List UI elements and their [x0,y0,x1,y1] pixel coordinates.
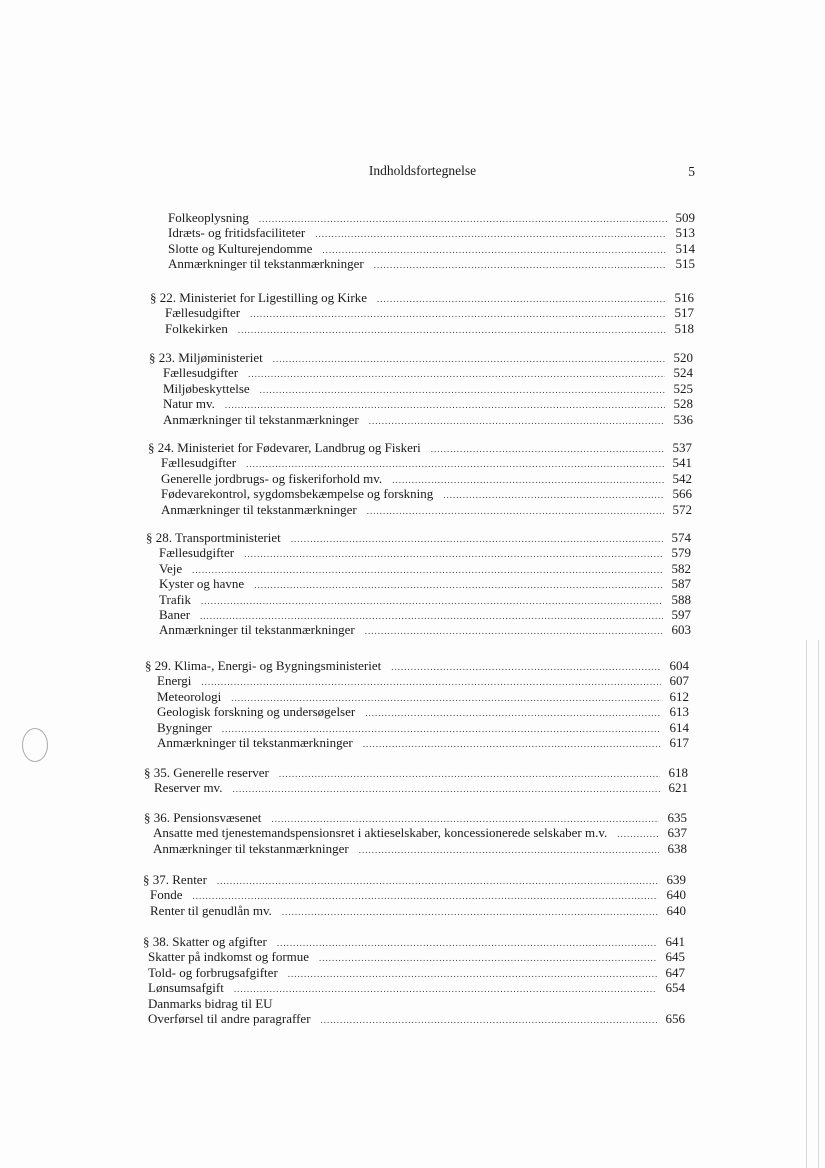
dot-leader [377,292,666,307]
dot-leader [279,767,660,782]
punch-hole-mark [22,728,48,762]
toc-entry[interactable] [0,530,691,545]
toc-entry-page: 617 [669,734,689,750]
toc-entry-page: 587 [671,576,691,592]
dot-leader [365,706,661,721]
toc-entry-label: Folkeoplysning [168,210,249,225]
toc-entry-page: 635 [667,810,687,825]
toc-entry-label: Renter til genudlån mv. [150,902,272,918]
dot-leader [443,488,664,503]
toc-section [0,934,825,1026]
toc-entry[interactable] [0,396,693,411]
dot-leader [250,307,666,322]
toc-section [0,210,825,272]
toc-entry[interactable] [0,412,693,427]
toc-section [0,350,825,427]
toc-entry-label: Anmærkninger til tekstanmærkninger [161,501,357,517]
dot-leader [248,367,665,382]
toc-entry[interactable] [0,720,689,735]
toc-section [0,765,825,796]
toc-entry-label: Ansatte med tjenestemandspensionsret i aktieselskaber, koncessionerede selskaber m.v. [153,825,608,841]
toc-entry-label: Danmarks bidrag til EU [148,995,273,1011]
toc-entry-label: § 23. Miljøministeriet [149,350,263,365]
toc-entry-label: Fællesudgifter [163,365,239,381]
toc-entry-page: 638 [667,840,687,856]
toc-entry-page: 612 [669,688,689,704]
toc-entry-page: 537 [672,440,692,455]
toc-entry-page: 566 [672,486,692,502]
toc-entry-label: Veje [159,560,183,576]
toc-entry[interactable] [0,576,691,591]
toc-entry[interactable] [0,440,692,455]
dot-leader [217,874,658,889]
toc-entry-page: 640 [666,902,686,918]
dot-leader [254,578,663,593]
toc-entry-page: 641 [665,934,685,949]
toc-entry-label: § 24. Ministeriet for Fødevarer, Landbrug og Fiskeri [148,440,421,455]
toc-entry-page: 640 [666,887,686,903]
toc-entry-label: Fællesudgifter [165,305,241,321]
toc-entry-page: 574 [671,530,691,545]
dot-leader [244,547,663,562]
toc-entry-label: § 36. Pensionsvæsenet [144,810,262,825]
toc-entry[interactable] [0,765,688,780]
page-number: 5 [688,164,695,179]
toc-entry[interactable] [0,689,689,704]
toc-entry-page: 525 [673,380,693,396]
toc-entry-label: § 37. Renter [143,872,207,887]
dot-leader [234,982,657,997]
dot-leader [291,532,663,547]
toc-entry-page: 517 [674,305,694,321]
toc-entry-page: 572 [672,501,692,517]
dot-leader [319,951,657,966]
toc-entry[interactable] [0,841,687,856]
toc-entry-label: Fonde [150,887,183,903]
toc-entry[interactable] [0,502,692,517]
toc-entry[interactable] [0,1011,685,1026]
toc-entry[interactable] [0,903,686,918]
toc-entry-label: Meteorologi [157,688,222,704]
toc-entry-page: 654 [665,980,685,996]
toc-section [0,658,825,750]
toc-entry[interactable] [0,934,685,949]
toc-entry-page: 542 [672,470,692,486]
dot-leader [363,737,661,752]
toc-entry-page: 524 [673,365,693,381]
toc-entry[interactable] [0,965,685,980]
toc-entry-page: 639 [666,872,686,887]
toc-entry-label: Slotte og Kulturejendomme [168,240,313,256]
toc-entry-label: § 38. Skatter og afgifter [143,934,267,949]
toc-entry-label: Anmærkninger til tekstanmærkninger [153,840,349,856]
toc-entry[interactable] [0,545,691,560]
toc-entry-label: Told- og forbrugsafgifter [148,964,278,980]
dot-leader [288,967,657,982]
dot-leader [359,843,659,858]
toc-entry-page: 614 [669,719,689,735]
toc-entry[interactable] [0,607,691,622]
toc-entry[interactable] [0,980,685,995]
toc-entry[interactable] [0,887,686,902]
toc-entry[interactable] [0,996,685,1011]
scan-edge-line [818,640,819,1168]
toc-entry[interactable] [0,780,688,795]
dot-leader [431,442,664,457]
toc-entry-page: 597 [671,606,691,622]
toc-entry[interactable] [0,256,695,271]
toc-entry-page: 518 [674,320,694,336]
toc-entry-page: 514 [675,240,695,256]
toc-section [0,530,825,638]
toc-entry-page: 528 [673,396,693,412]
toc-entry-page: 618 [668,765,688,780]
dot-leader [259,212,667,227]
toc-entry[interactable] [0,592,691,607]
toc-entry-page: 603 [671,622,691,638]
toc-entry-label: Generelle jordbrugs- og fiskeriforhold mv. [161,470,383,486]
toc-entry-label: Folkekirken [165,320,228,336]
toc-entry-page: 582 [671,560,691,576]
toc-entry[interactable] [0,321,694,336]
toc-entry-label: § 28. Transportministeriet [146,530,281,545]
toc-entry[interactable] [0,561,691,576]
toc-entry-label: Anmærkninger til tekstanmærkninger [163,411,359,427]
dot-leader [365,624,663,639]
toc-entry-label: Bygninger [157,719,212,735]
toc-section [0,872,825,918]
toc-section [0,810,825,856]
dot-leader [374,258,667,273]
toc-entry[interactable] [0,365,693,380]
toc-entry-page: 647 [665,964,685,980]
toc-entry-label: Idræts- og fritidsfaciliteter [168,225,306,241]
toc-entry-label: § 35. Generelle reserver [144,765,269,780]
toc-entry-label: § 22. Ministeriet for Ligestilling og Kirke [150,290,367,305]
dot-leader [273,352,665,367]
toc-entry-page: 513 [675,225,695,241]
toc-entry-page: 645 [665,949,685,965]
toc-entry-page: 515 [675,256,695,272]
toc-entry[interactable] [0,825,687,840]
dot-leader [367,504,664,519]
dot-leader [260,383,665,398]
toc-entry-label: Anmærkninger til tekstanmærkninger [168,256,364,272]
toc-entry[interactable] [0,949,685,964]
toc-entry[interactable] [0,658,689,673]
toc-entry-label: Anmærkninger til tekstanmærkninger [157,734,353,750]
toc-entry-label: Geologisk forskning og undersøgelser [157,704,356,720]
toc-entry-label: Natur mv. [163,396,215,412]
dot-leader [282,905,658,920]
toc-entry-label: Fødevarekontrol, sygdomsbekæmpelse og forskning [161,486,434,502]
toc-entry[interactable] [0,290,694,305]
toc-entry-label: Anmærkninger til tekstanmærkninger [159,622,355,638]
toc-entry[interactable] [0,471,692,486]
toc-entry-label: § 29. Klima-, Energi- og Bygningsministeriet [145,658,382,673]
toc-entry[interactable] [0,673,689,688]
toc-entry[interactable] [0,210,695,225]
toc-entry-label: Trafik [159,591,192,607]
toc-entry[interactable] [0,350,693,365]
toc-entry-page: 579 [671,545,691,561]
toc-entry-page: 588 [671,591,691,607]
toc-entry-page: 509 [675,210,695,225]
toc-entry-page: 607 [669,673,689,689]
toc-entry-label: Overførsel til andre paragraffer [148,1010,311,1026]
toc-entry[interactable] [0,225,695,240]
dot-leader [369,414,665,429]
toc-entry[interactable] [0,455,692,470]
toc-entry-label: Reserver mv. [154,780,223,796]
toc-entry[interactable] [0,735,689,750]
scan-edge-line [806,640,807,1168]
dot-leader [277,936,657,951]
toc-entry-label: Fællesudgifter [161,455,237,471]
toc-entry[interactable] [0,241,695,256]
toc-entry[interactable] [0,622,691,637]
toc-entry-page: 613 [669,704,689,720]
toc-entry-label: Energi [157,673,192,689]
toc-entry-label: Kyster og havne [159,576,245,592]
dot-leader [232,782,660,797]
toc-entry-page: 520 [673,350,693,365]
dot-leader [391,660,661,675]
toc-entry-label: Baner [159,606,191,622]
toc-entry[interactable] [0,305,694,320]
dot-leader [321,1013,657,1028]
toc-entry[interactable] [0,704,689,719]
toc-entry-page: 541 [672,455,692,471]
toc-entry-label: Skatter på indkomst og formue [148,949,310,965]
toc-entry[interactable] [0,486,692,501]
dot-leader [617,827,659,842]
toc-entry[interactable] [0,381,693,396]
toc-entry-page: 656 [665,1010,685,1026]
toc-section [0,290,825,336]
dot-leader [238,323,666,338]
toc-entry[interactable] [0,810,687,825]
toc-entry-page: 604 [669,658,689,673]
toc-entry-label: Miljøbeskyttelse [163,380,250,396]
toc-entry-label: Fællesudgifter [159,545,235,561]
toc-entry-label: Lønsumsafgift [148,980,224,996]
toc-entry-page: 516 [674,290,694,305]
page-title: Indholdsfortegnelse [368,163,477,178]
dot-leader [315,227,667,242]
dot-leader [192,563,663,578]
toc-entry-page: 637 [667,825,687,841]
dot-leader [322,243,667,258]
page-header [150,163,695,183]
toc-entry[interactable] [0,872,686,887]
toc-entry-page: 621 [668,780,688,796]
toc-entry-page: 536 [673,411,693,427]
dot-leader [201,594,663,609]
dot-leader [201,675,661,690]
toc-section [0,440,825,517]
